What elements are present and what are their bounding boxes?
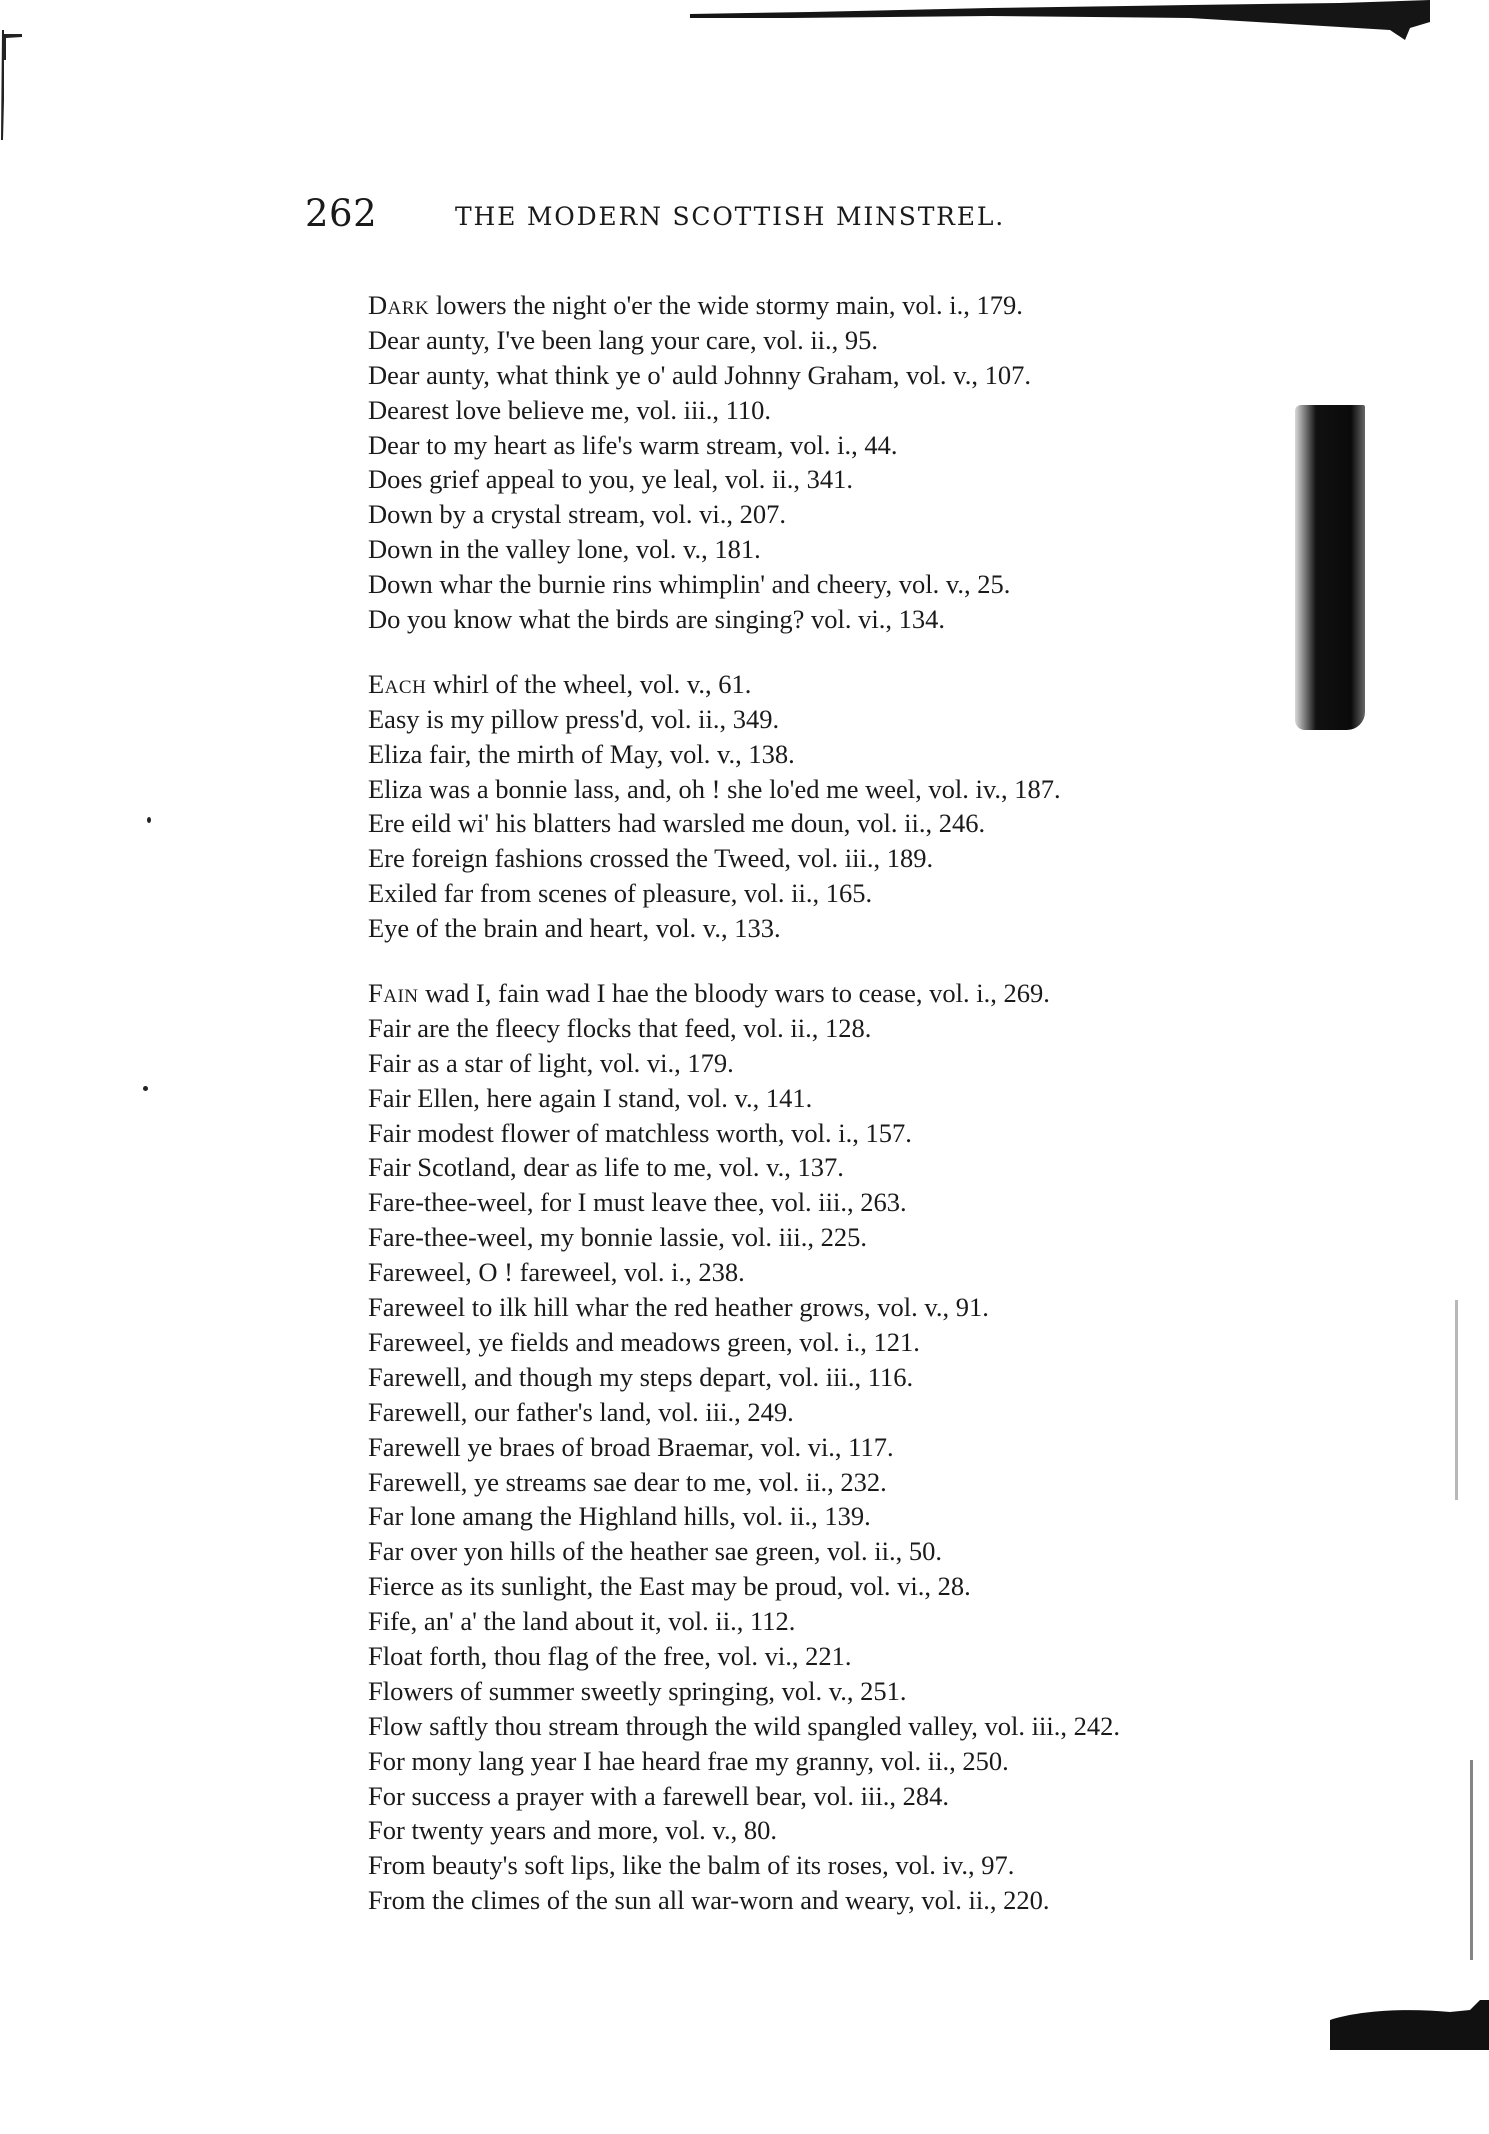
index-entry: Fife, an' a' the land about it, vol. ii., 112. bbox=[368, 1606, 796, 1637]
page-header bbox=[305, 192, 1205, 242]
index-section-e bbox=[368, 667, 1368, 946]
index-entry: Do you know what the birds are singing? vol. vi., 134. bbox=[368, 604, 946, 635]
index-entry: Dear aunty, what think ye o' auld Johnny Graham, vol. v., 107. bbox=[368, 359, 1031, 390]
scan-speck bbox=[143, 1086, 148, 1091]
index-entry: Dear aunty, I've been lang your care, vol. ii., 95. bbox=[368, 324, 879, 355]
index-section-d bbox=[368, 288, 1368, 637]
index-entry: Down whar the burnie rins whimplin' and cheery, vol. v., 25. bbox=[368, 569, 1011, 600]
index-entry: Each whirl of the wheel, vol. v., 61. bbox=[368, 668, 752, 699]
index-entry: Dearest love believe me, vol. iii., 110. bbox=[368, 394, 772, 425]
index-section-f bbox=[368, 976, 1368, 1918]
index-entry: Eliza fair, the mirth of May, vol. v., 138. bbox=[368, 738, 795, 769]
index-entry: Eye of the brain and heart, vol. v., 133. bbox=[368, 913, 781, 944]
running-title: THE MODERN SCOTTISH MINSTREL. bbox=[455, 202, 1005, 231]
index-entry: Fare-thee-weel, for I must leave thee, vol. iii., 263. bbox=[368, 1187, 907, 1218]
index-entry: Fareweel to ilk hill whar the red heather grows, vol. v., 91. bbox=[368, 1292, 989, 1323]
index-entry: Flowers of summer sweetly springing, vol. v., 251. bbox=[368, 1675, 907, 1706]
index-entry: Dark lowers the night o'er the wide stormy main, vol. i., 179. bbox=[368, 290, 1023, 320]
index-entry: Easy is my pillow press'd, vol. ii., 349. bbox=[368, 703, 780, 734]
index-entry: Down in the valley lone, vol. v., 181. bbox=[368, 534, 761, 565]
index-entry: Does grief appeal to you, ye leal, vol. ii., 341. bbox=[368, 464, 853, 495]
index-entry: For success a prayer with a farewell bear, vol. iii., 284. bbox=[368, 1780, 950, 1811]
scan-edge-shadow-top bbox=[690, 0, 1430, 40]
index-entry: Far over yon hills of the heather sae green, vol. ii., 50. bbox=[368, 1536, 943, 1567]
index-entry: Fareweel, ye fields and meadows green, vol. i., 121. bbox=[368, 1326, 920, 1357]
index-entry: Float forth, thou flag of the free, vol. vi., 221. bbox=[368, 1640, 852, 1671]
scan-speck bbox=[147, 817, 151, 823]
index-entry: Fair as a star of light, vol. vi., 179. bbox=[368, 1047, 734, 1078]
index-entry: Eliza was a bonnie lass, and, oh ! she lo'ed me weel, vol. iv., 187. bbox=[368, 773, 1061, 804]
index-entry: Fair Ellen, here again I stand, vol. v., 141. bbox=[368, 1082, 813, 1113]
page-number: 262 bbox=[305, 192, 378, 235]
index-entry: For mony lang year I hae heard frae my granny, vol. ii., 250. bbox=[368, 1745, 1009, 1776]
index-entry: Dear to my heart as life's warm stream, vol. i., 44. bbox=[368, 429, 898, 460]
index-entry: Fair modest flower of matchless worth, vol. i., 157. bbox=[368, 1117, 912, 1148]
index-entry: Fair Scotland, dear as life to me, vol. v., 137. bbox=[368, 1152, 844, 1183]
index-entry: Farewell ye braes of broad Braemar, vol. vi., 117. bbox=[368, 1431, 894, 1462]
index-entry: Flow saftly thou stream through the wild spangled valley, vol. iii., 242. bbox=[368, 1710, 1120, 1741]
index-entry: For twenty years and more, vol. v., 80. bbox=[368, 1815, 777, 1846]
index-entry: Farewell, ye streams sae dear to me, vol. ii., 232. bbox=[368, 1466, 887, 1497]
index-entry: From beauty's soft lips, like the balm of its roses, vol. iv., 97. bbox=[368, 1850, 1015, 1881]
scan-shadow-bottom-right bbox=[1330, 2000, 1489, 2050]
index-entry: Fare-thee-weel, my bonnie lassie, vol. iii., 225. bbox=[368, 1222, 867, 1253]
index-entry: Fair are the fleecy flocks that feed, vol. ii., 128. bbox=[368, 1012, 872, 1043]
index-entry: Fierce as its sunlight, the East may be proud, vol. vi., 28. bbox=[368, 1571, 971, 1602]
index-entry: Fareweel, O ! fareweel, vol. i., 238. bbox=[368, 1257, 745, 1288]
index-entry: Ere foreign fashions crossed the Tweed, vol. iii., 189. bbox=[368, 843, 934, 874]
index-entry: Down by a crystal stream, vol. vi., 207. bbox=[368, 499, 787, 530]
scan-edge-mark-left bbox=[0, 30, 26, 150]
index-entry: Farewell, and though my steps depart, vol. iii., 116. bbox=[368, 1361, 914, 1392]
scan-line-right-1 bbox=[1455, 1300, 1458, 1500]
index-entry: Ere eild wi' his blatters had warsled me doun, vol. ii., 246. bbox=[368, 808, 986, 839]
index-entry: Far lone amang the Highland hills, vol. ii., 139. bbox=[368, 1501, 871, 1532]
index-entry: From the climes of the sun all war-worn and weary, vol. ii., 220. bbox=[368, 1885, 1050, 1916]
index-entry: Farewell, our father's land, vol. iii., 249. bbox=[368, 1396, 794, 1427]
scan-line-right-2 bbox=[1470, 1760, 1473, 1960]
index-entry: Exiled far from scenes of pleasure, vol. ii., 165. bbox=[368, 878, 873, 909]
index-entry: Fain wad I, fain wad I hae the bloody wars to cease, vol. i., 269. bbox=[368, 978, 1050, 1009]
first-lines-index bbox=[368, 288, 1368, 1948]
